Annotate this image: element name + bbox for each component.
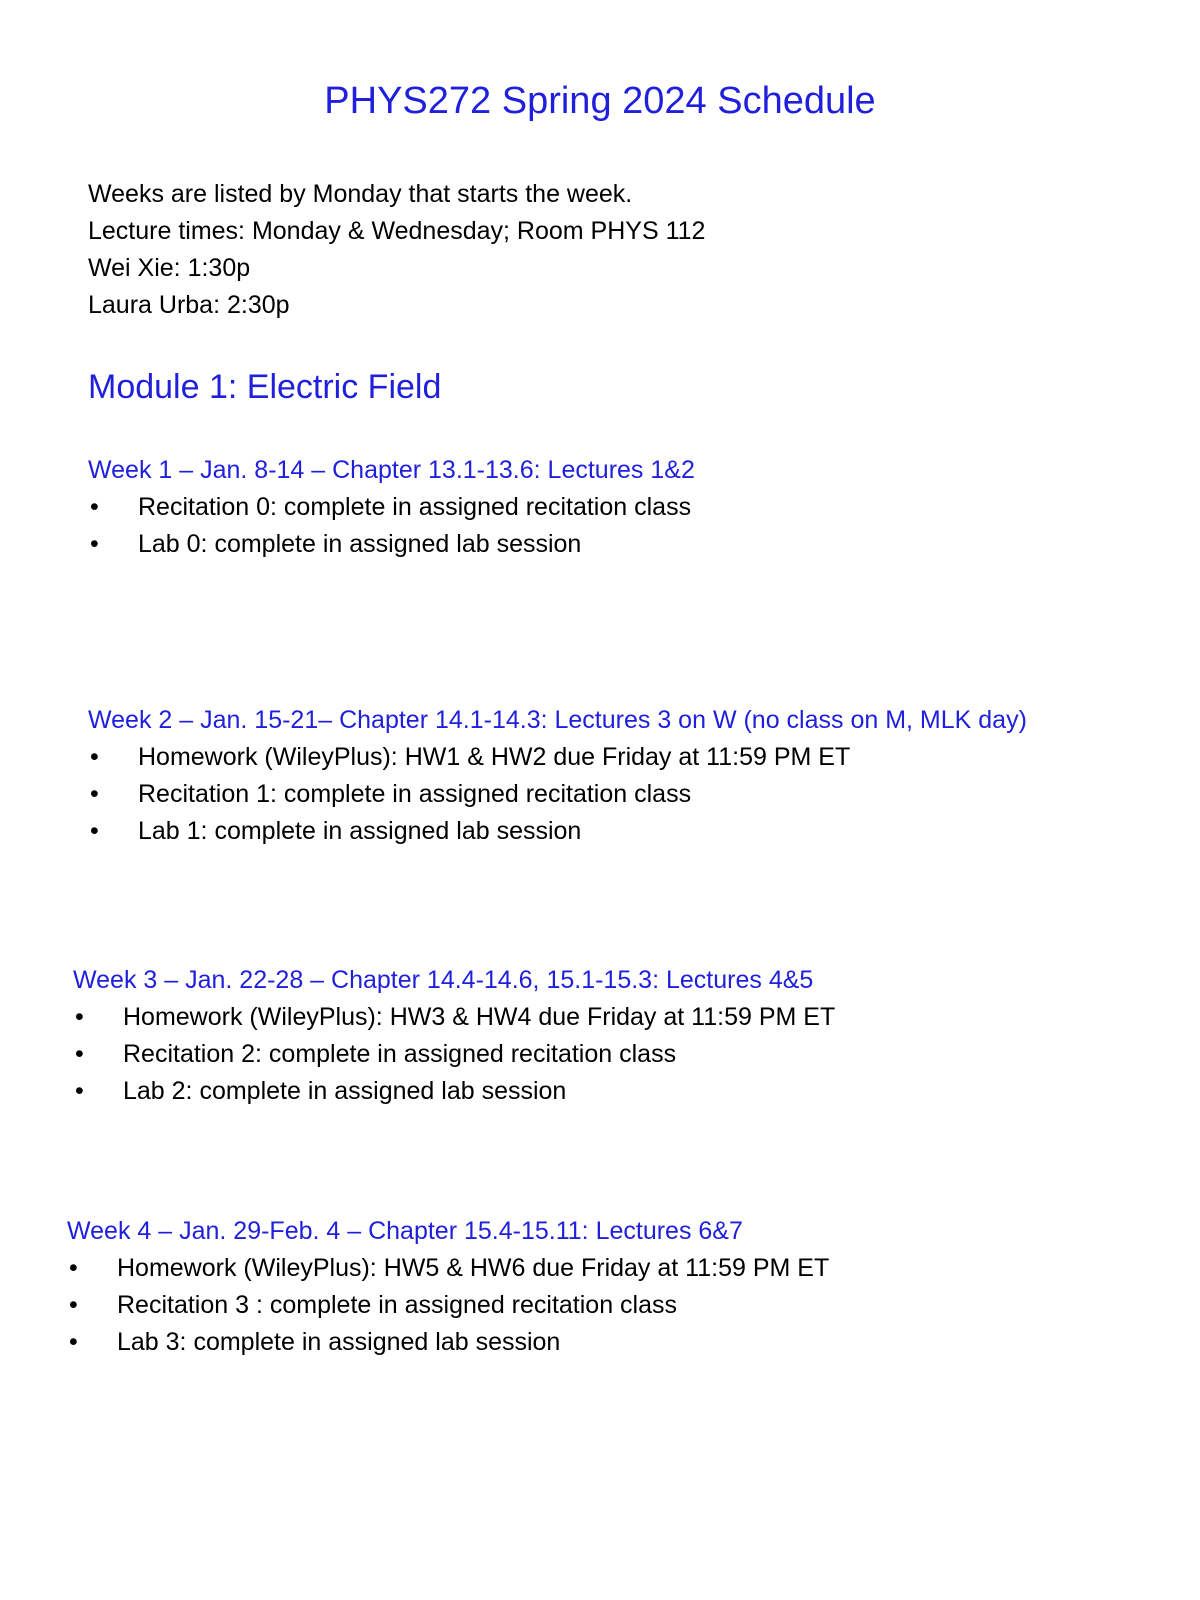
list-item <box>73 1036 835 1073</box>
week-items-list <box>73 999 835 1110</box>
module-title: Module 1: Electric Field <box>88 368 442 406</box>
bullet-icon: • <box>90 817 99 845</box>
week-3-section <box>73 962 835 1110</box>
list-item-text: Lab 2: complete in assigned lab session <box>123 1077 567 1105</box>
list-item-text: Homework (WileyPlus): HW3 & HW4 due Friday at 11:59 PM ET <box>123 1003 836 1031</box>
intro-line: Wei Xie: 1:30p <box>88 254 251 282</box>
intro-line: Weeks are listed by Monday that starts the week. <box>88 180 633 208</box>
intro-line: Laura Urba: 2:30p <box>88 291 290 319</box>
list-item <box>67 1287 829 1324</box>
week-1-section <box>88 452 695 563</box>
bullet-icon: • <box>69 1328 78 1356</box>
list-item-text: Recitation 0: complete in assigned recitation class <box>138 493 692 521</box>
list-item <box>88 739 1027 776</box>
list-item-text: Recitation 2: complete in assigned recitation class <box>123 1040 677 1068</box>
list-item-text: Lab 3: complete in assigned lab session <box>117 1328 561 1356</box>
bullet-icon: • <box>75 1040 84 1068</box>
bullet-icon: • <box>69 1291 78 1319</box>
list-item-text: Recitation 3 : complete in assigned recitation class <box>117 1291 678 1319</box>
list-item <box>67 1324 829 1361</box>
week-heading: Week 3 – Jan. 22-28 – Chapter 14.4-14.6, 15.1-15.3: Lectures 4&5 <box>73 966 814 994</box>
intro-block <box>88 176 705 324</box>
week-heading: Week 4 – Jan. 29-Feb. 4 – Chapter 15.4-15.11: Lectures 6&7 <box>67 1217 743 1245</box>
week-heading: Week 1 – Jan. 8-14 – Chapter 13.1-13.6: Lectures 1&2 <box>88 456 695 484</box>
list-item <box>88 489 695 526</box>
list-item <box>67 1250 829 1287</box>
list-item <box>73 999 835 1036</box>
list-item-text: Lab 1: complete in assigned lab session <box>138 817 582 845</box>
bullet-icon: • <box>90 743 99 771</box>
list-item <box>88 526 695 563</box>
bullet-icon: • <box>90 780 99 808</box>
week-items-list <box>67 1250 829 1361</box>
week-heading: Week 2 – Jan. 15-21– Chapter 14.1-14.3: Lectures 3 on W (no class on M, MLK day) <box>88 706 1027 734</box>
intro-line: Lecture times: Monday & Wednesday; Room PHYS 112 <box>88 217 706 245</box>
page-title: PHYS272 Spring 2024 Schedule <box>324 80 876 122</box>
list-item <box>88 813 1027 850</box>
bullet-icon: • <box>90 493 99 521</box>
week-2-section <box>88 702 1027 850</box>
bullet-icon: • <box>69 1254 78 1282</box>
list-item <box>88 776 1027 813</box>
list-item <box>73 1073 835 1110</box>
list-item-text: Homework (WileyPlus): HW1 & HW2 due Friday at 11:59 PM ET <box>138 743 851 771</box>
bullet-icon: • <box>75 1003 84 1031</box>
week-items-list <box>88 489 695 563</box>
week-4-section <box>67 1213 829 1361</box>
week-items-list <box>88 739 1027 850</box>
list-item-text: Lab 0: complete in assigned lab session <box>138 530 582 558</box>
list-item-text: Homework (WileyPlus): HW5 & HW6 due Friday at 11:59 PM ET <box>117 1254 830 1282</box>
bullet-icon: • <box>90 530 99 558</box>
list-item-text: Recitation 1: complete in assigned recitation class <box>138 780 692 808</box>
bullet-icon: • <box>75 1077 84 1105</box>
